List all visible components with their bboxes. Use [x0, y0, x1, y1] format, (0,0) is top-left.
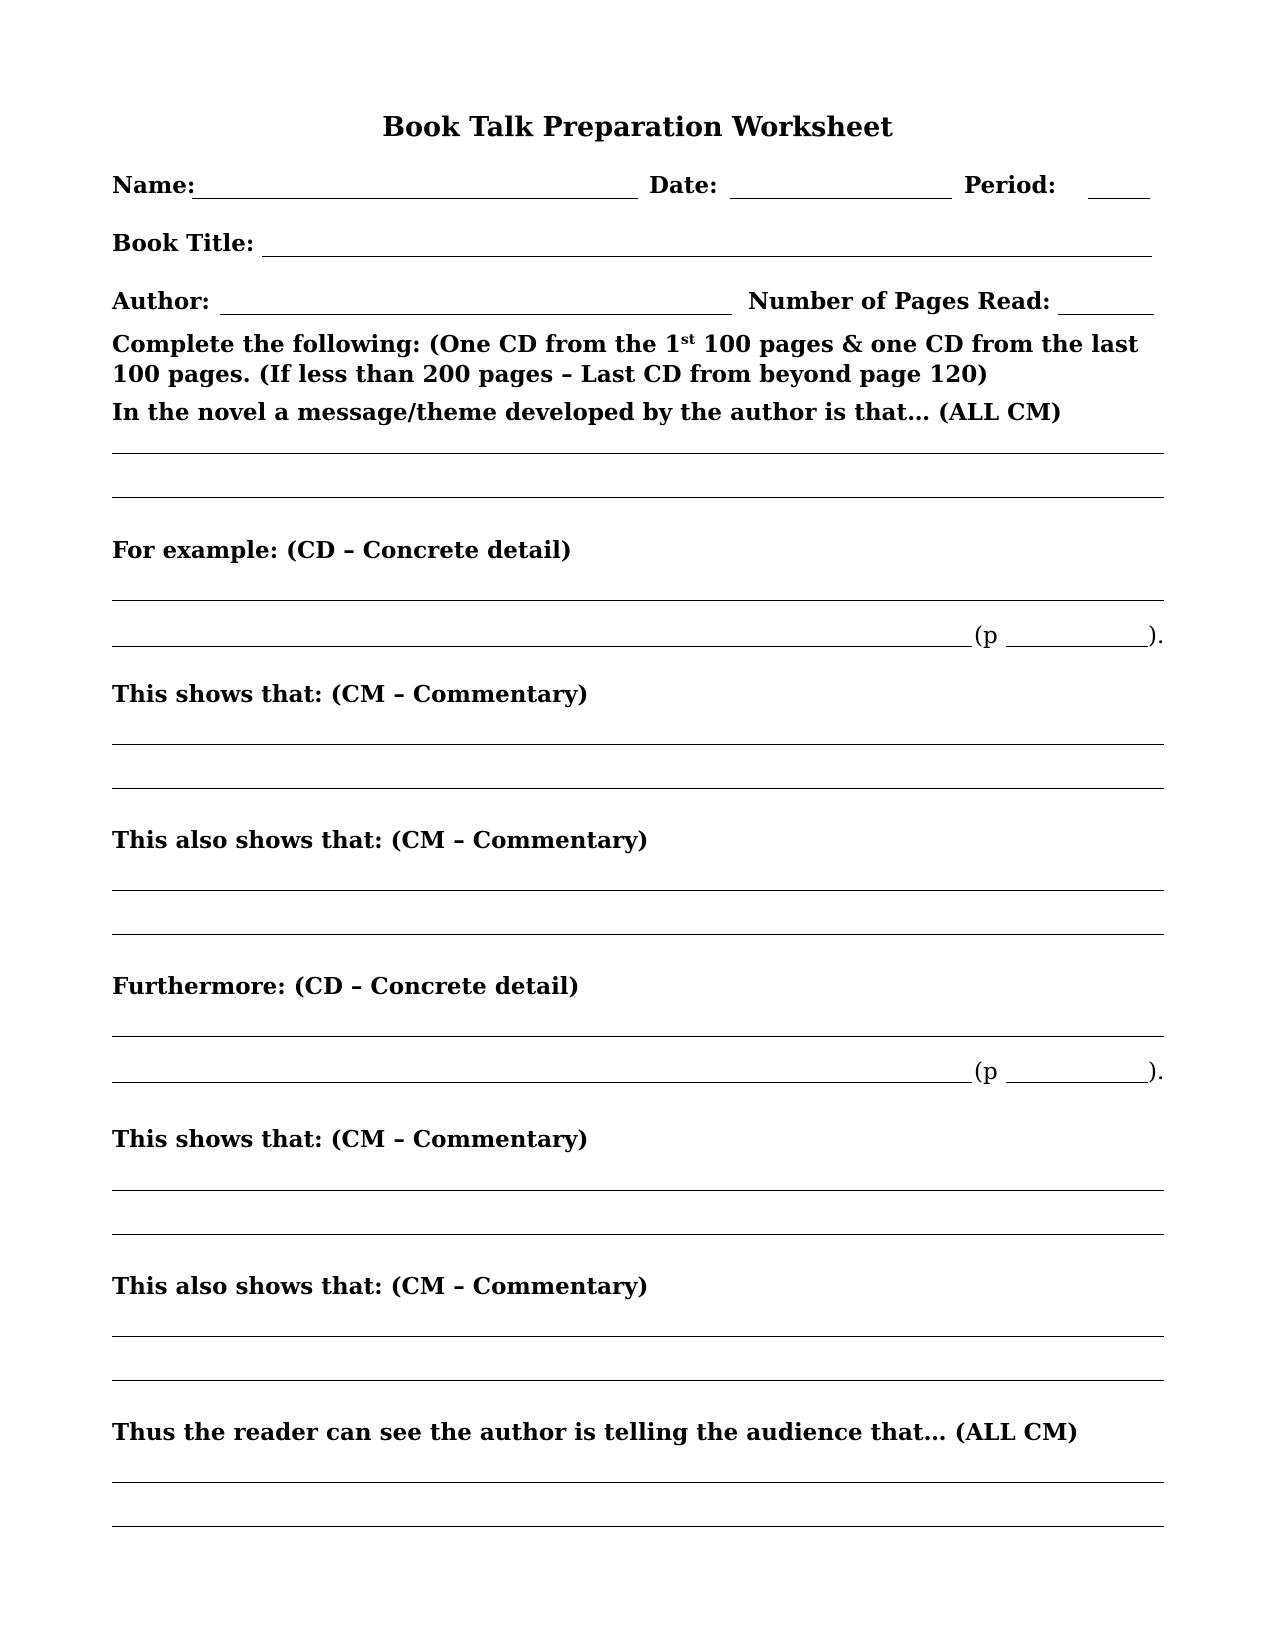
instructions-line-1: Complete the following: (One CD from the 1st 100 pages & one CD from the last [112, 331, 1139, 358]
page-title: Book Talk Preparation Worksheet [382, 112, 893, 143]
shows-prompt-1: This shows that: (CM – Commentary) [112, 681, 589, 708]
example-answer-field[interactable] [112, 646, 972, 647]
thus-answer-line-2[interactable] [112, 1526, 1164, 1527]
shows-answer-1-line-2[interactable] [112, 788, 1164, 789]
shows-answer-1-line-1[interactable] [112, 744, 1164, 745]
thus-prompt: Thus the reader can see the author is telling the audience that… (ALL CM) [112, 1419, 1079, 1446]
shows-answer-2-line-1[interactable] [112, 1190, 1164, 1191]
example-prompt: For example: (CD – Concrete detail) [112, 537, 572, 564]
theme-answer-line-1[interactable] [112, 453, 1164, 454]
author-field[interactable] [220, 314, 732, 315]
also-shows-answer-2-line-1[interactable] [112, 1336, 1164, 1337]
furthermore-prompt: Furthermore: (CD – Concrete detail) [112, 973, 580, 1000]
period-field[interactable] [1088, 198, 1150, 199]
also-shows-answer-1-line-1[interactable] [112, 890, 1164, 891]
example-answer-line-2 [112, 617, 1164, 647]
example-page-field[interactable] [1006, 646, 1148, 647]
thus-answer-line-1[interactable] [112, 1482, 1164, 1483]
instructions [112, 330, 1172, 390]
author-pages-row [112, 288, 1162, 322]
theme-prompt: In the novel a message/theme developed by the author is that… (ALL CM) [112, 399, 1062, 426]
pages-read-label: Number of Pages Read: [748, 288, 1051, 315]
page-ref-prefix: (p [974, 1059, 998, 1085]
instructions-line-2: 100 pages. (If less than 200 pages – Last CD from beyond page 120) [112, 361, 989, 388]
shows-answer-2-line-2[interactable] [112, 1234, 1164, 1235]
furthermore-page-field[interactable] [1006, 1082, 1148, 1083]
furthermore-answer-field[interactable] [112, 1082, 972, 1083]
also-shows-answer-1-line-2[interactable] [112, 934, 1164, 935]
book-title-field[interactable] [262, 256, 1152, 257]
example-answer-line-1[interactable] [112, 600, 1164, 601]
furthermore-answer-line-1[interactable] [112, 1036, 1164, 1037]
period-label: Period: [964, 172, 1057, 199]
page-ref-prefix: (p [974, 623, 998, 649]
furthermore-answer-line-2 [112, 1053, 1164, 1083]
name-label: Name: [112, 172, 196, 199]
date-label: Date: [649, 172, 718, 199]
author-label: Author: [112, 288, 210, 315]
date-field[interactable] [730, 198, 952, 199]
name-date-period-row [112, 172, 1162, 206]
theme-answer-line-2[interactable] [112, 497, 1164, 498]
also-shows-prompt-2: This also shows that: (CM – Commentary) [112, 1273, 649, 1300]
also-shows-answer-2-line-2[interactable] [112, 1380, 1164, 1381]
shows-prompt-2: This shows that: (CM – Commentary) [112, 1126, 589, 1153]
book-title-row [112, 230, 1162, 264]
pages-read-field[interactable] [1058, 314, 1154, 315]
book-title-label: Book Title: [112, 230, 255, 257]
page-ref-suffix: ). [1148, 1059, 1165, 1085]
also-shows-prompt-1: This also shows that: (CM – Commentary) [112, 827, 649, 854]
page-ref-suffix: ). [1148, 623, 1165, 649]
name-field[interactable] [192, 198, 638, 199]
